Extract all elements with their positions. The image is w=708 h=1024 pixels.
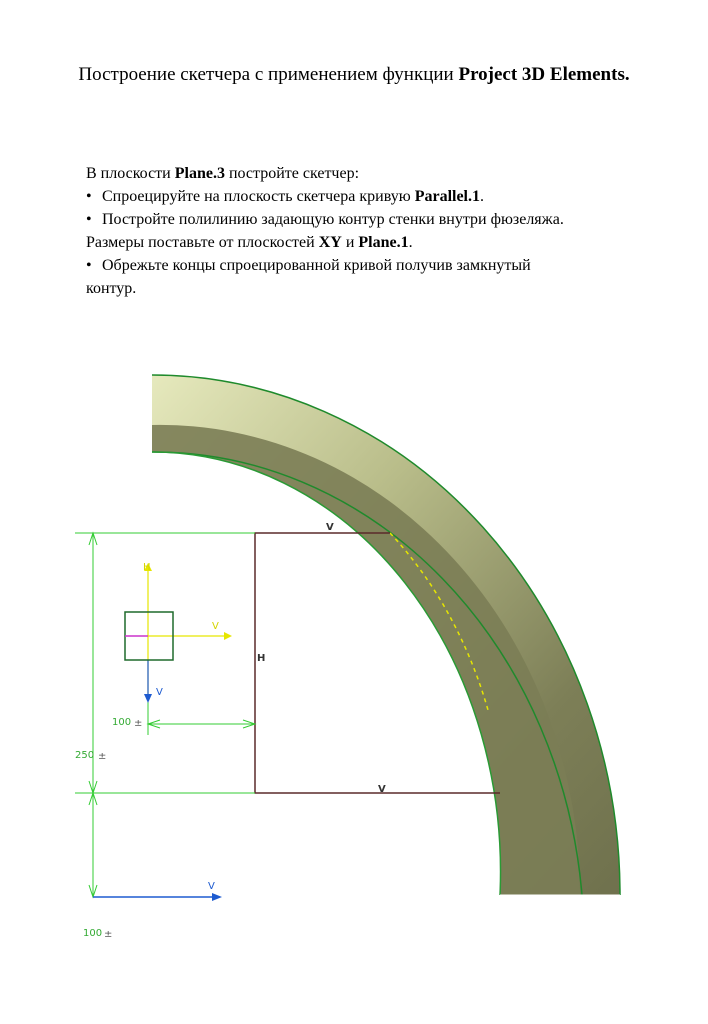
instructions xyxy=(86,162,666,300)
intro-post: постройте скетчер: xyxy=(224,165,360,182)
sketch-axis-compass xyxy=(125,563,232,703)
plane3-ref: Plane.3 xyxy=(174,165,225,182)
bullet-item-1 xyxy=(86,185,666,208)
title-prefix: Построение скетчера с применением функции xyxy=(78,64,459,85)
parallel1-ref: Parallel.1 xyxy=(414,188,480,205)
bottom-axis xyxy=(93,893,222,901)
intro-line xyxy=(86,162,666,185)
item2-cont-post: . xyxy=(408,234,413,251)
cad-sketch-image xyxy=(0,360,708,960)
item2-cont-mid: и xyxy=(341,234,359,251)
bullet-1: • xyxy=(86,188,92,205)
dim-100-bottom-lock-icon: ± xyxy=(104,929,113,940)
plane1-ref: Plane.1 xyxy=(358,234,409,251)
dim-100-bottom-label[interactable]: 100 xyxy=(83,928,103,939)
bullet-item-2 xyxy=(86,208,666,231)
item2-cont-pre: Размеры поставьте от плоскостей xyxy=(86,234,319,251)
constraint-v-top: V xyxy=(326,522,334,533)
axis-h-label: H xyxy=(143,562,151,573)
bottom-axis-label: V xyxy=(208,881,215,892)
item3-continuation: контур. xyxy=(86,280,137,297)
item1-pre: Спроецируйте на плоскость скетчера кривую xyxy=(102,188,415,205)
dim-250-label[interactable]: 250 xyxy=(75,750,95,761)
constraint-h: H xyxy=(257,653,266,664)
constraint-v-bottom: V xyxy=(378,784,386,795)
page-title xyxy=(0,64,708,86)
dim-100-top-lock-icon: ± xyxy=(134,718,143,729)
item1-post: . xyxy=(480,188,484,205)
bullet-item-3 xyxy=(86,254,666,277)
axis-v-label-blue: V xyxy=(156,687,163,698)
dim-250-lock-icon: ± xyxy=(98,751,107,762)
dim-100-top-label[interactable]: 100 xyxy=(112,717,132,728)
axis-v-label-yellow: V xyxy=(212,621,219,632)
dimension-100-bottom[interactable] xyxy=(89,793,97,897)
bullet-2: • xyxy=(86,211,92,228)
dimension-100-top[interactable] xyxy=(148,700,255,735)
item2-continuation xyxy=(86,231,666,254)
bullet-3: • xyxy=(86,257,92,274)
intro-pre: В плоскости xyxy=(86,165,175,182)
item2-text: Постройте полилинию задающую контур стенки внутри фюзеляжа. xyxy=(102,211,564,228)
title-bold: Project 3D Elements. xyxy=(458,64,630,85)
fuselage-surface-inner xyxy=(152,425,580,895)
item3-text: Обрежьте концы спроецированной кривой получив замкнутый xyxy=(102,257,531,274)
xy-ref: XY xyxy=(318,234,342,251)
